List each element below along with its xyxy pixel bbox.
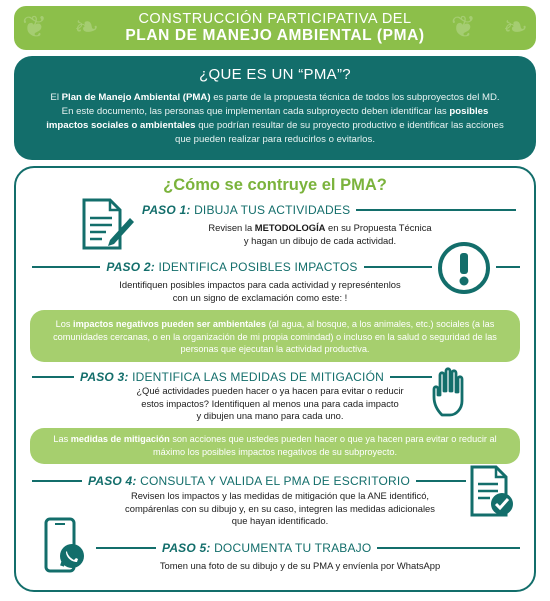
text-span: (al agua, al bosque, a los animales, etc.) sociales (a las comunidades cercanas, o en la organización de mi propia comindad) o incluso en la salud o seguridad de las personas que ejecutan la actividad productiva. [53, 319, 497, 354]
step-label: CONSULTA Y VALIDA EL PMA DE ESCRITORIO [136, 474, 410, 488]
text-bold: medidas de mitigación [70, 434, 170, 444]
text-span: Revisen la [208, 222, 255, 233]
leaf-deco-icon: ❦ [450, 11, 476, 44]
text-span: que podrían resultar de su proyecto productivo e identificar las acciones que pueden realizar para reducirlos o evitarlos. [175, 120, 504, 145]
text-span: Tomen una foto de su dibujo y de su PMA y envíenla por WhatsApp [159, 560, 441, 571]
text-span: que hayan identificado. [231, 515, 329, 526]
leaf-deco-icon: ❦ [22, 11, 48, 44]
divider-line [32, 376, 74, 378]
step-1-header [136, 202, 516, 218]
what-is-pma-panel [14, 56, 536, 160]
step-title [100, 260, 363, 274]
step-title [74, 370, 390, 384]
text-span: Identifiquen posibles impactos para cada actividad y represéntenlos [119, 279, 401, 290]
mitigation-note [30, 428, 520, 464]
impacts-note [30, 310, 520, 362]
header-banner [14, 6, 536, 50]
step-title [136, 203, 356, 217]
header-line1: CONSTRUCCIÓN PARTICIPATIVA DEL [138, 11, 412, 27]
whatsapp-phone-icon [40, 516, 90, 578]
step-2-header [32, 259, 432, 275]
step-5-text [100, 560, 500, 573]
step-4-text [90, 490, 470, 528]
text-span: Revisen los impactos y las medidas de mitigación que la ANE identificó, [130, 490, 430, 501]
text-span: con un signo de exclamación como este: ! [172, 291, 348, 303]
step-number: PASO 2: [106, 260, 155, 274]
divider-line [416, 480, 466, 482]
document-pencil-icon [78, 196, 136, 252]
step-label: IDENTIFICA LAS MEDIDAS DE MITIGACIÓN [128, 370, 384, 384]
step-3-header [32, 369, 432, 385]
divider-line [32, 480, 82, 482]
step-label: DIBUJA TUS ACTIVIDADES [190, 203, 351, 217]
step-5-header [96, 540, 520, 556]
text-span: es parte de la propuesta técnica de todos los subproyectos del MD. En este documento, las personas que implementan cada subproyecto deben identificar las [61, 92, 500, 117]
text-span: en su Propuesta Técnica [325, 222, 432, 233]
header-line2: PLAN DE MANEJO AMBIENTAL (PMA) [125, 27, 425, 44]
exclamation-icon [436, 240, 492, 296]
step-number: PASO 5: [162, 541, 211, 555]
text-span: y dibujen una mano para cada uno. [196, 410, 344, 421]
text-span: Los [55, 319, 74, 329]
text-span: estos impactos? Identifiquen al menos una para cada impacto [141, 397, 399, 409]
text-span: Las [53, 434, 71, 444]
text-bold: posibles impactos sociales o ambientales [46, 106, 489, 131]
hand-icon [428, 365, 476, 419]
divider-line [377, 547, 520, 549]
text-bold: Plan de Manejo Ambiental (PMA) [61, 92, 211, 103]
step-number: PASO 3: [80, 370, 129, 384]
step-title [156, 541, 377, 555]
text-span: ¿Qué actividades pueden hacer o ya hacen para evitar o reducir [136, 385, 404, 396]
step-2-tail [496, 259, 520, 275]
divider-line [496, 266, 520, 268]
step-3-text [110, 385, 430, 423]
step-number: PASO 4: [88, 474, 137, 488]
divider-line [390, 376, 432, 378]
checklist-icon [468, 464, 518, 518]
text-bold: METODOLOGÍA [254, 222, 326, 233]
text-span: y hagan un dibujo de cada actividad. [243, 234, 397, 246]
step-label: IDENTIFICA POSIBLES IMPACTOS [154, 260, 358, 274]
what-is-title: ¿QUE ES UN “PMA”? [199, 66, 351, 83]
leaf-deco-icon: ❧ [74, 11, 100, 44]
step-label: DOCUMENTA TU TRABAJO [210, 541, 372, 555]
divider-line [96, 547, 156, 549]
divider-line [364, 266, 432, 268]
step-4-header [32, 473, 466, 489]
leaf-deco-icon: ❧ [502, 11, 528, 44]
text-span: El [50, 92, 62, 103]
text-span: son acciones que ustedes pueden hacer o que ya hacen para evitar o reducir al máximo los posibles impactos negativos de su subproyecto. [152, 434, 497, 457]
text-span: compárenlas con su dibujo y, en su caso, integren las medidas adicionales [125, 502, 435, 514]
what-is-paragraph [14, 83, 536, 147]
step-2-text [80, 279, 440, 304]
step-number: PASO 1: [142, 203, 191, 217]
how-title: ¿Cómo se contruye el PMA? [163, 176, 387, 194]
step-title [82, 474, 416, 488]
divider-line [356, 209, 516, 211]
text-bold: impactos negativos pueden ser ambientales [73, 319, 267, 329]
divider-line [32, 266, 100, 268]
